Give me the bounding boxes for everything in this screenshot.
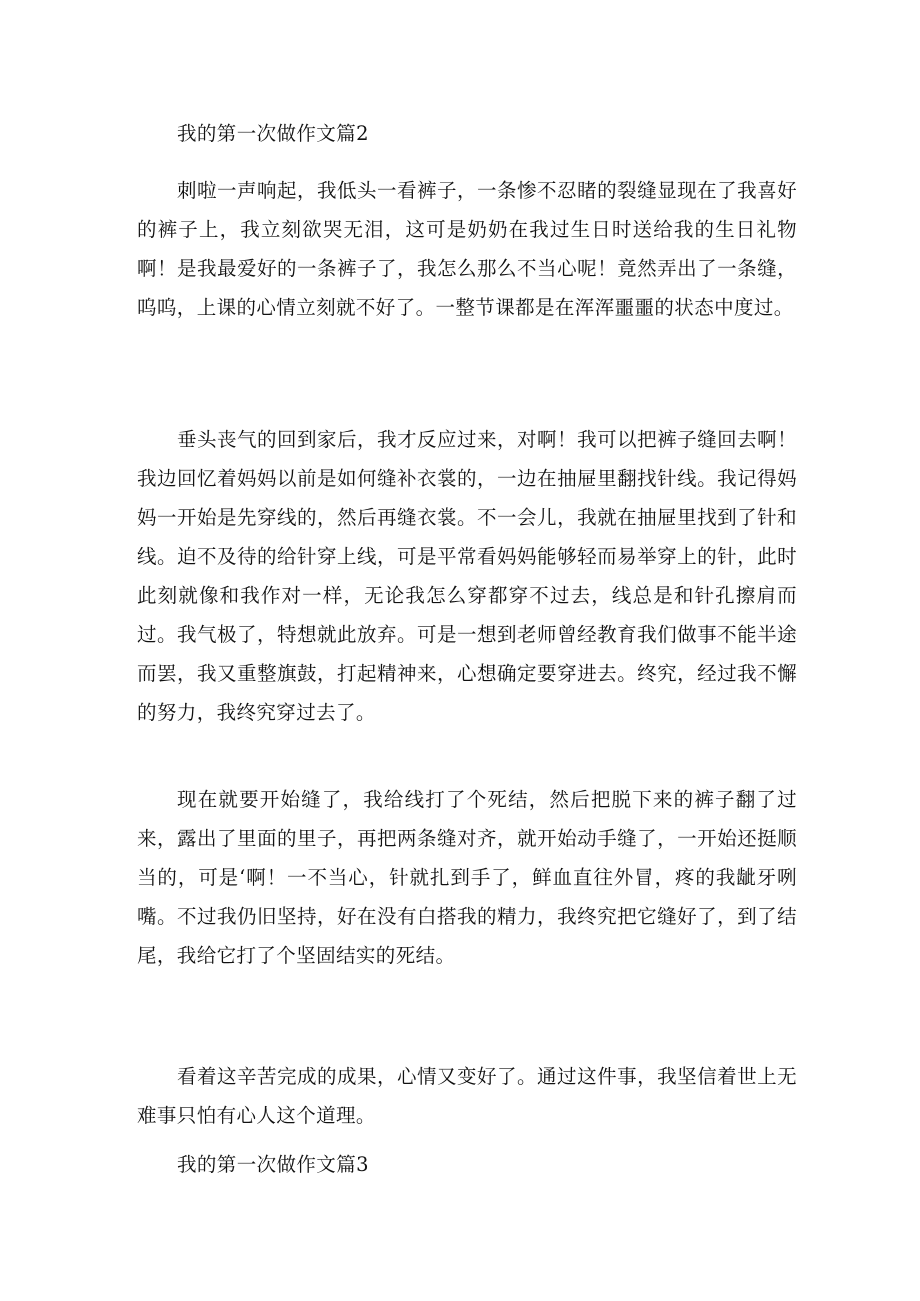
paragraph-4: 看着这辛苦完成的成果，心情又变好了。通过这件事，我坚信着世上无难事只怕有心人这个道理。 (137, 1065, 797, 1127)
paragraph-1: 刺啦一声响起，我低头一看裤子，一条惨不忍睹的裂缝显现在了我喜好的裤子上，我立刻欲哭无泪，这可是奶奶在我过生日时送给我的生日礼物啊！是我最爱好的一条裤子了，我怎么那么不当心呢！竟然弄出了一条缝，呜呜，上课的心情立刻就不好了。一整节课都是在浑浑噩噩的状态中度过。 (137, 179, 797, 319)
essay-title-3: 我的第一次做作文篇3 (177, 1153, 369, 1176)
essay-title-2: 我的第一次做作文篇2 (177, 122, 369, 145)
paragraph-3: 现在就要开始缝了，我给线打了个死结，然后把脱下来的裤子翻了过来，露出了里面的里子，再把两条缝对齐，就开始动手缝了，一开始还挺顺当的，可是‘啊！一不当心，针就扎到手了，鲜血直往外冒，疼的我龇牙咧嘴。不过我仍旧坚持，好在没有白搭我的精力，我终究把它缝好了，到了结尾，我给它打了个坚固结实的死结。 (137, 788, 797, 967)
paragraph-2: 垂头丧气的回到家后，我才反应过来，对啊！我可以把裤子缝回去啊！我边回忆着妈妈以前是如何缝补衣裳的，一边在抽屉里翻找针线。我记得妈妈一开始是先穿线的，然后再缝衣裳。不一会儿，我就在抽屉里找到了针和线。迫不及待的给针穿上线，可是平常看妈妈能够轻而易举穿上的针，此时此刻就像和我作对一样，无论我怎么穿都穿不过去，线总是和针孔擦肩而过。我气极了，特想就此放弃。可是一想到老师曾经教育我们做事不能半途而罢，我又重整旗鼓，打起精神来，心想确定要穿进去。终究，经过我不懈的努力，我终究穿过去了。 (137, 428, 797, 724)
